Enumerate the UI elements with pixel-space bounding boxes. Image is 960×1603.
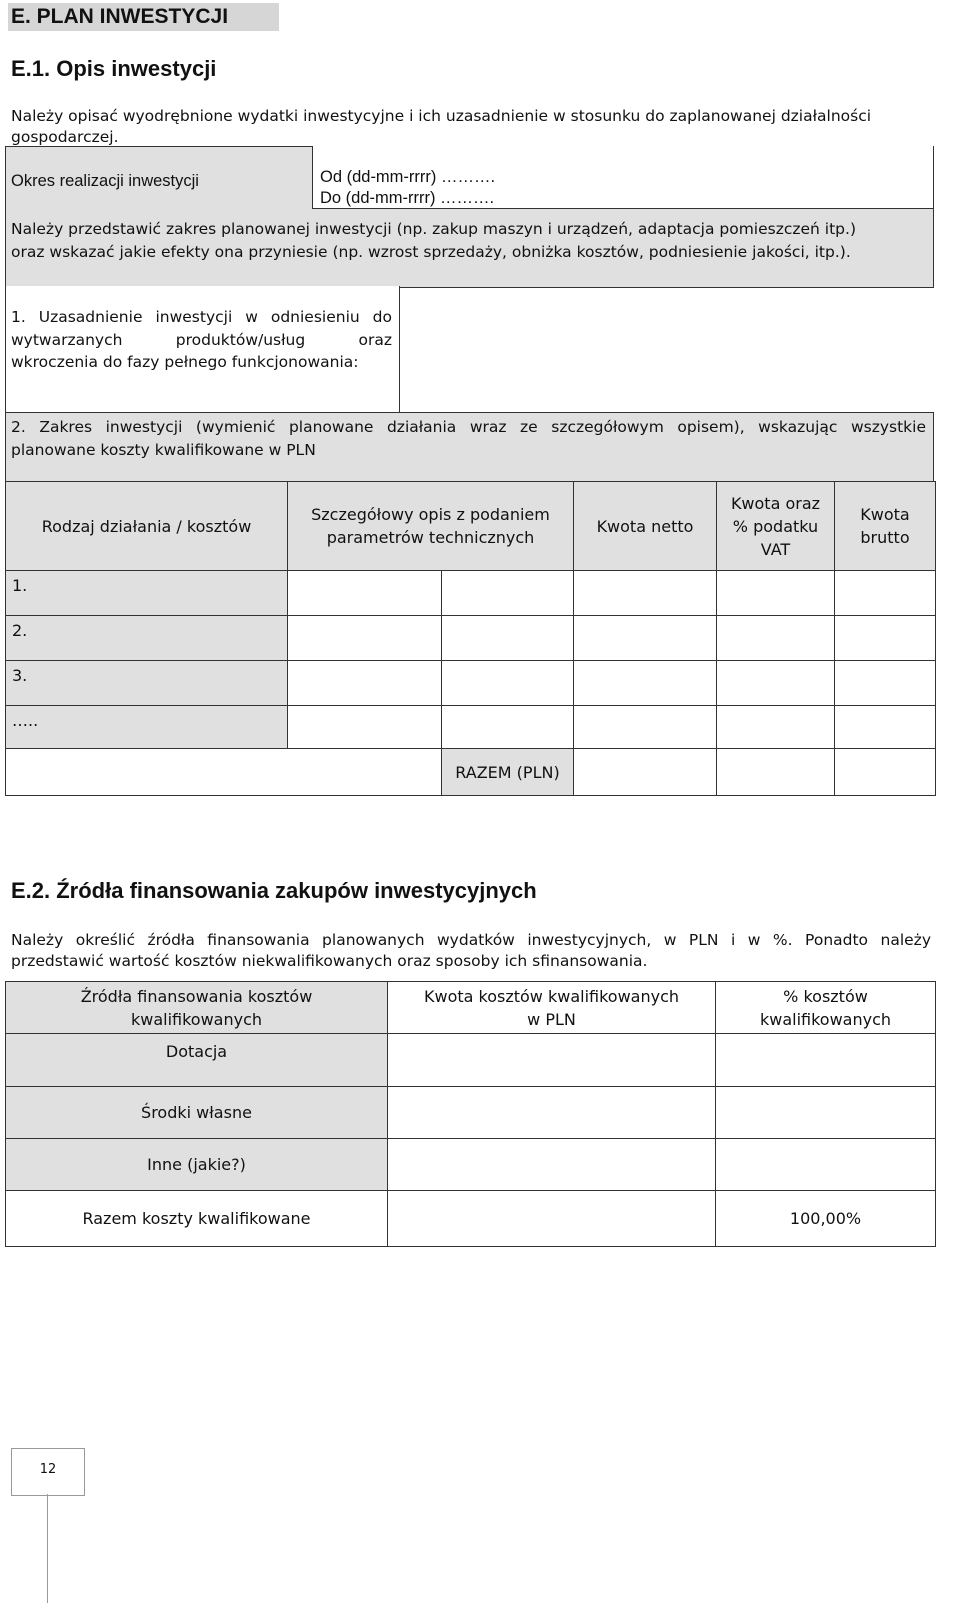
header-description: Szczegółowy opis z podaniem parametrów technicznych (288, 482, 574, 571)
cost-cell[interactable] (717, 706, 835, 749)
costs-table (5, 481, 936, 796)
funding-header-amount: Kwota kosztów kwalifikowanych w PLN (388, 982, 716, 1034)
cost-cell[interactable] (288, 706, 442, 749)
q1-line-1: 1. Uzasadnienie inwestycji w odniesieniu do (11, 308, 392, 326)
header-vat: Kwota oraz % podatku VAT (717, 482, 835, 571)
total-net-cell[interactable] (574, 749, 717, 796)
funding-total-label: Razem koszty kwalifikowane (6, 1191, 388, 1247)
q2-line-2: planowane koszty kwalifikowane w PLN (11, 441, 316, 459)
table-row (6, 706, 936, 749)
cost-cell[interactable] (717, 661, 835, 706)
total-vat-cell[interactable] (717, 749, 835, 796)
funding-percent-cell[interactable] (716, 1139, 936, 1191)
cost-cell[interactable] (288, 616, 442, 661)
e2-intro-line-1: Należy określić źródła finansowania planowanych wydatków inwestycyjnych, w PLN i w %. Ponadto należy (11, 931, 931, 949)
q1-line-3: wkroczenia do fazy pełnego funkcjonowania: (11, 353, 359, 371)
row-number: 1. (6, 571, 288, 616)
cost-cell[interactable] (574, 661, 717, 706)
cost-cell[interactable] (835, 661, 936, 706)
funding-source-label: Dotacja (6, 1034, 388, 1087)
period-from[interactable]: Od (dd-mm-rrrr) ………. (320, 168, 496, 186)
total-gross-cell[interactable] (835, 749, 936, 796)
table-row (6, 571, 936, 616)
cost-cell[interactable] (442, 706, 574, 749)
funding-percent-cell[interactable] (716, 1034, 936, 1087)
funding-header-percent: % kosztów kwalifikowanych (716, 982, 936, 1034)
funding-total-amount[interactable] (388, 1191, 716, 1247)
cost-cell[interactable] (835, 706, 936, 749)
cost-cell[interactable] (574, 616, 717, 661)
funding-amount-cell[interactable] (388, 1139, 716, 1191)
e2-title: E.2. Źródła finansowania zakupów inwestycyjnych (11, 878, 537, 903)
scope-text-2: oraz wskazać jakie efekty ona przyniesie (np. wzrost sprzedaży, obniżka kosztów, podniesienie jakości, itp.). (11, 243, 851, 261)
period-label: Okres realizacji inwestycji (11, 172, 199, 190)
header-net: Kwota netto (574, 482, 717, 571)
row-number: ….. (6, 706, 288, 749)
table-row (6, 616, 936, 661)
e2-intro-line-2: przedstawić wartość kosztów niekwalifikowanych oraz sposoby ich sfinansowania. (11, 952, 648, 970)
cost-cell[interactable] (442, 661, 574, 706)
cost-cell[interactable] (717, 571, 835, 616)
total-label: RAZEM (PLN) (442, 749, 574, 796)
table-row (6, 1139, 936, 1191)
header-type: Rodzaj działania / kosztów (6, 482, 288, 571)
cost-cell[interactable] (442, 616, 574, 661)
cost-cell[interactable] (835, 616, 936, 661)
header-gross: Kwota brutto (835, 482, 936, 571)
table-row (6, 661, 936, 706)
q2-line-1: 2. Zakres inwestycji (wymienić planowane działania wraz ze szczegółowym opisem), wskazując wszystkie (11, 418, 926, 436)
table-row (6, 1087, 936, 1139)
funding-total-row (6, 1191, 936, 1247)
page-number: 12 (39, 1462, 57, 1477)
funding-amount-cell[interactable] (388, 1087, 716, 1139)
cost-cell[interactable] (835, 571, 936, 616)
funding-source-label: Inne (jakie?) (6, 1139, 388, 1191)
page-number-line (47, 1494, 48, 1603)
row-number: 2. (6, 616, 288, 661)
cost-cell[interactable] (574, 706, 717, 749)
e1-intro: Należy opisać wyodrębnione wydatki inwestycyjne i ich uzasadnienie w stosunku do zaplanowanej działalności gospodarczej. (11, 107, 872, 146)
q1-line-2: wytwarzanych produktów/usług oraz (11, 331, 392, 349)
funding-total-percent: 100,00% (716, 1191, 936, 1247)
scope-text-1: Należy przedstawić zakres planowanej inwestycji (np. zakup maszyn i urządzeń, adaptacja pomieszczeń itp.) (11, 220, 856, 238)
cost-cell[interactable] (442, 571, 574, 616)
total-empty-cell (6, 749, 442, 796)
costs-total-row (6, 749, 936, 796)
cost-cell[interactable] (288, 661, 442, 706)
e1-title: E.1. Opis inwestycji (11, 56, 217, 81)
funding-percent-cell[interactable] (716, 1087, 936, 1139)
cost-cell[interactable] (717, 616, 835, 661)
row-number: 3. (6, 661, 288, 706)
cost-cell[interactable] (288, 571, 442, 616)
funding-source-label: Środki własne (6, 1087, 388, 1139)
funding-amount-cell[interactable] (388, 1034, 716, 1087)
funding-header-source: Źródła finansowania kosztów kwalifikowanych (6, 982, 388, 1034)
table-row (6, 1034, 936, 1087)
costs-header-row (6, 482, 936, 571)
cost-cell[interactable] (574, 571, 717, 616)
period-to[interactable]: Do (dd-mm-rrrr) ………. (320, 189, 495, 207)
section-title: E. PLAN INWESTYCJI (8, 3, 279, 31)
funding-table (5, 981, 936, 1247)
funding-header-row (6, 982, 936, 1034)
